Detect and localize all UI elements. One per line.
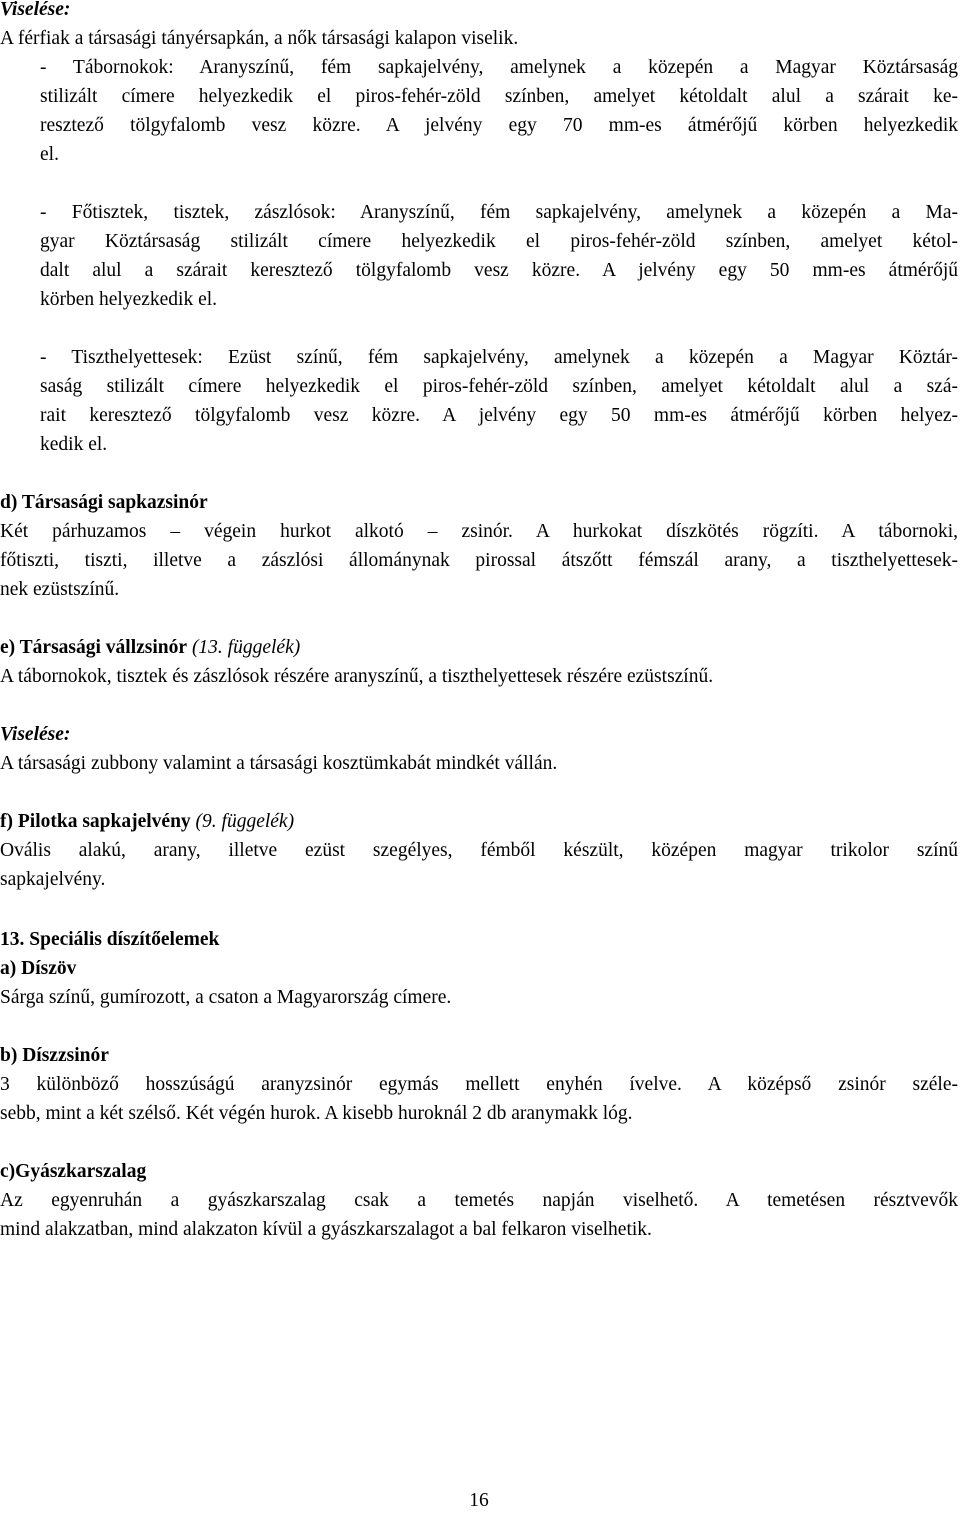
paragraph-line: rait keresztező tölgyfalomb vesz közre. A jelvény egy 50 mm-es átmérőjű körben helyez-: [40, 405, 958, 426]
section-d-line: nek ezüstszínű.: [0, 579, 120, 600]
officers-paragraph: [0, 198, 958, 314]
subsection-c-line: Az egyenruhán a gyászkarszalag csak a temetés napján viselhető. A temetésen résztvevők: [0, 1190, 958, 1211]
wear-line: A társasági zubbony valamint a társasági kosztümkabát mindkét vállán.: [0, 753, 558, 774]
section-f-line: Ovális alakú, arany, illetve ezüst szegélyes, fémből készült, középen magyar trikolor színű: [0, 840, 958, 861]
subsection-c: [0, 1157, 958, 1244]
wear-line: A férfiak a társasági tányérsapkán, a nők társasági kalapon viselik.: [0, 28, 519, 49]
section-e-ref: (13. függelék): [191, 637, 301, 658]
section-d-line: Két párhuzamos – végein hurkot alkotó – zsinór. A hurkokat díszkötés rögzíti. A tábornoki,: [0, 521, 958, 542]
section-e-heading: [0, 633, 958, 662]
subsection-c-heading: c)Gyászkarszalag: [0, 1161, 147, 1182]
subsection-b-heading: b) Díszzsinór: [0, 1045, 109, 1066]
paragraph-line: dalt alul a szárait keresztező tölgyfalomb vesz közre. A jelvény egy 50 mm-es átmérőjű: [40, 260, 958, 281]
paragraph-line: - Tiszthelyettesek: Ezüst színű, fém sapkajelvény, amelynek a közepén a Magyar Köztár-: [40, 347, 958, 368]
subsection-b: [0, 1041, 958, 1128]
generals-paragraph: [0, 53, 958, 169]
paragraph-line: kedik el.: [40, 434, 108, 455]
section-e-title: e) Társasági vállzsinór: [0, 637, 188, 658]
section-13: [0, 925, 958, 1012]
section-f: [0, 807, 958, 894]
subsection-c-line: mind alakzatban, mind alakzaton kívül a gyászkarszalagot a bal felkaron viselhetik.: [0, 1219, 652, 1240]
section-d: [0, 488, 958, 604]
section-e-wear: [0, 720, 958, 778]
section-f-heading: [0, 807, 958, 836]
subsection-a-heading: a) Díszöv: [0, 958, 77, 979]
section-f-title: f) Pilotka sapkajelvény: [0, 811, 191, 832]
paragraph-line: el.: [40, 144, 59, 165]
ncos-paragraph: [0, 343, 958, 459]
paragraph-line: - Főtisztek, tisztek, zászlósok: Aranyszínű, fém sapkajelvény, amelynek a közepén a Ma-: [40, 202, 958, 223]
paragraph-line: resztező tölgyfalomb vesz közre. A jelvény egy 70 mm-es átmérőjű körben helyezkedik: [40, 115, 958, 136]
section-e-line: A tábornokok, tisztek és zászlósok részére aranyszínű, a tiszthelyettesek részére ezüstszínű.: [0, 666, 714, 687]
paragraph-line: stilizált címere helyezkedik el piros-fehér-zöld színben, amelyet kétoldalt alul a szárait ke-: [40, 86, 958, 107]
section-e: [0, 633, 958, 691]
subsection-a-line: Sárga színű, gumírozott, a csaton a Magyarország címere.: [0, 987, 452, 1008]
subsection-b-line: 3 különböző hosszúságú aranyzsinór egymás mellett enyhén ívelve. A középső zsinór széle-: [0, 1074, 958, 1095]
wear-heading: Viselése:: [0, 724, 71, 745]
paragraph-line: saság stilizált címere helyezkedik el piros-fehér-zöld színben, amelyet kétoldalt alul a szá-: [40, 376, 958, 397]
paragraph-line: körben helyezkedik el.: [40, 289, 218, 310]
section-f-line: sapkajelvény.: [0, 869, 106, 890]
paragraph-line: gyar Köztársaság stilizált címere helyezkedik el piros-fehér-zöld színben, amelyet kétol-: [40, 231, 958, 252]
section-13-heading: 13. Speciális díszítőelemek: [0, 929, 220, 950]
page-number: 16: [469, 1490, 489, 1511]
section-d-heading: d) Társasági sapkazsinór: [0, 492, 208, 513]
wear-section-top: [0, 0, 958, 53]
section-f-ref: (9. függelék): [195, 811, 295, 832]
subsection-b-line: sebb, mint a két szélső. Két végén hurok. A kisebb huroknál 2 db aranymakk lóg.: [0, 1103, 633, 1124]
wear-heading: Viselése:: [0, 0, 71, 20]
paragraph-line: - Tábornokok: Aranyszínű, fém sapkajelvény, amelynek a közepén a Magyar Köztársaság: [40, 57, 958, 78]
section-d-line: főtiszti, tiszti, illetve a zászlósi állománynak pirossal átszőtt fémszál arany, a tiszthelyettesek-: [0, 550, 958, 571]
